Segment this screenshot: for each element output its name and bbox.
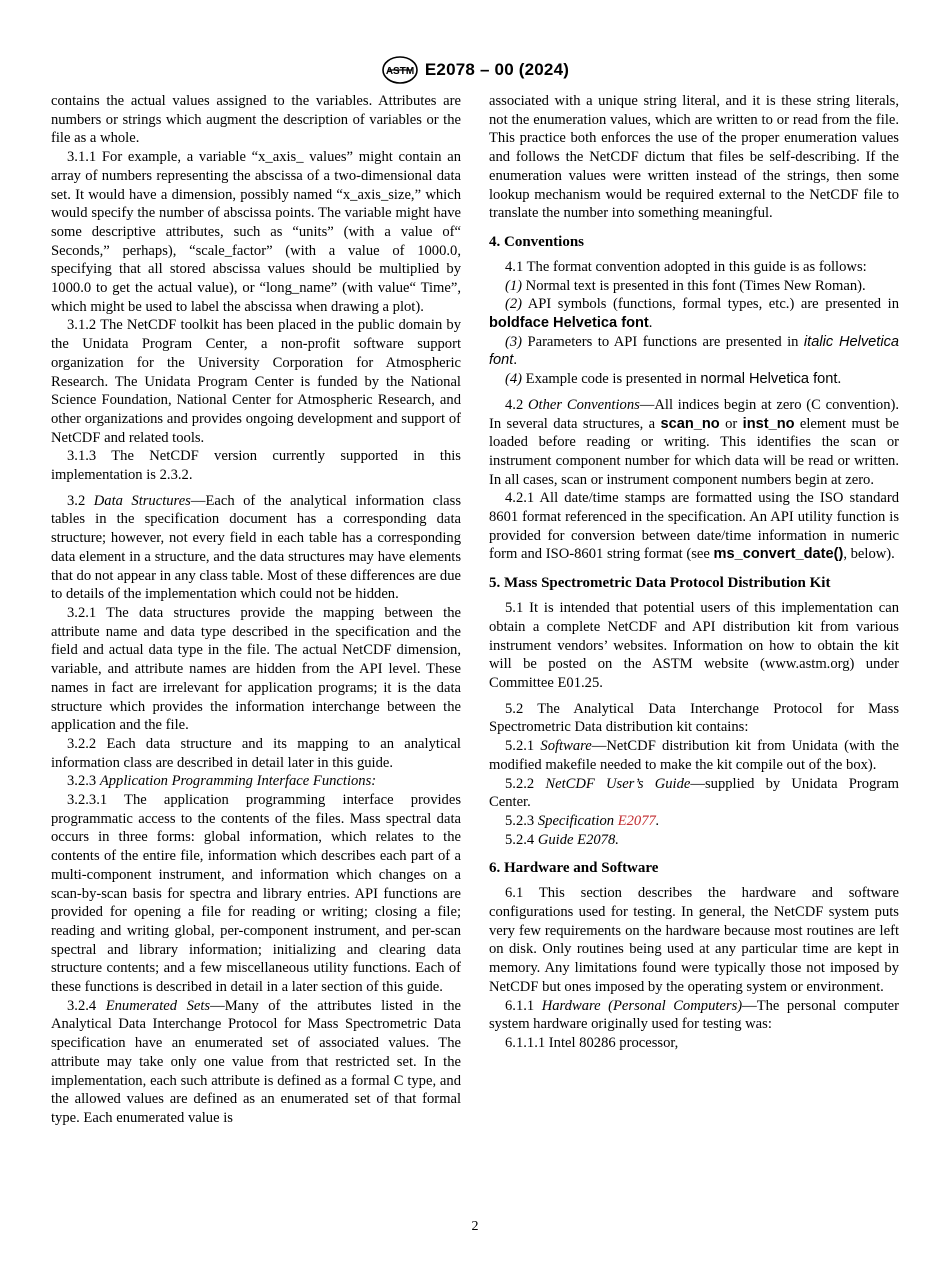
paragraph: 5.2.3 Specification E2077. (505, 812, 660, 829)
left-column (51, 92, 461, 1128)
term: Other Conventions (528, 396, 640, 413)
paragraph: 3.2.2 Each data structure and its mapping to an analytical information class are described in detail later in this guide. (51, 735, 461, 771)
right-column (489, 92, 899, 1053)
paragraph: 6.1.1.1 Intel 80286 processor, (505, 1034, 679, 1051)
paragraph: 5.1 It is intended that potential users of this implementation can obtain a complete NetCDF and API distribution kit from various instrument vendors’ websites. Information on how to obtain the kit will be posted on the ASTM website (www.astm.org) under Committee E01.25. (489, 600, 899, 691)
term: Enumerated Sets (105, 997, 211, 1014)
document-designation: E2078 – 00 (2024) (424, 60, 570, 79)
paragraph: 4.2 Other Conventions—All indices begin at zero (C convention). In several data structures, a scan_no or inst_no element must be loaded before reading or writing. This identifies the scan or instrument component number for which data will be read or written. In all cases, scan or instrument component numbers begin at zero. (489, 396, 899, 488)
paragraph: 5.2.4 Guide E2078. (505, 831, 619, 848)
convention-item: (3) Parameters to API functions are presented in italic Helvetica font. (489, 333, 899, 369)
term: Hardware (Personal Computers) (541, 997, 743, 1014)
paragraph: 3.1.2 The NetCDF toolkit has been placed in the public domain by the Unidata Program Center, a non-profit software support organization for the University Corporation for Atmospheric Research. The Unidata Program Center is funded by the National Science Foundation, National Center for Atmospheric Research, and other organizations and provides ongoing development and support of NetCDF and related tools. (51, 317, 461, 446)
paragraph: 3.2.3 Application Programming Interface Functions: (67, 773, 377, 790)
paragraph: 5.2 The Analytical Data Interchange Protocol for Mass Spectrometric Data distribution kit contains: (489, 700, 899, 736)
paragraph: contains the actual values assigned to the variables. Attributes are numbers or strings which augment the description of variables or the file as a whole. (51, 93, 461, 147)
paragraph: 3.1.3 The NetCDF version currently supported in this implementation is 2.3.2. (51, 448, 461, 484)
page-header (0, 55, 950, 85)
paragraph: 4.1 The format convention adopted in this guide is as follows: (505, 258, 867, 275)
paragraph: 3.2.1 The data structures provide the mapping between the attribute name and data type described in the specification and the field and actual data type in the file. The actual NetCDF dimension, variable, and attribute names are hidden from the API level. These names in fact are irrelevant for application programs; it is the data structure which provides the information interchange between the application and the file. (51, 604, 461, 734)
paragraph: 3.1.1 For example, a variable “x_axis_ values” might contain an array of numbers representing the abscissa of a two-dimensional data set. It would have a dimension, possibly named “x_axis_size,” which would specify the number of abscissa points. The variable might have some descriptive attributes, such as “units” (with a value of“ Seconds,” perhaps), “scale_factor” (with a value of 1000.0, specifying that all stored abscissa values should be multiplied by 1000.0 to get the actual value), or “long_name” (with value“ Time”, which might be used to label the abscissa when drawing a plot). (51, 149, 461, 315)
section-heading: 5. Mass Spectrometric Data Protocol Distribution Kit (489, 575, 831, 592)
paragraph: 6.1 This section describes the hardware and software configurations used for testing. In general, the NetCDF system puts very few requirements on the hardware because most routines are left on disk. Only routines being used at any particular time are kept in memory. Any limitations found were typically those not imposed by NetCDF but ones imposed by the operating system or environment. (489, 885, 899, 995)
convention-item: (1) Normal text is presented in this font (Times New Roman). (505, 277, 866, 294)
paragraph: 4.2.1 All date/time stamps are formatted using the ISO standard 8601 format referenced in the specification. An API utility function is provided for conversion between date/time information in numeric form and ISO-8601 string format (see ms_convert_date(), below). (489, 490, 899, 563)
term: Application Programming Interface Functions: (99, 773, 377, 790)
paragraph: 3.2 Data Structures—Each of the analytical information class tables in the specification document has a corresponding data structure; however, not every field in each table has a corresponding data element in a structure, and the data structures may have elements that do not appear in any class table. Most of these differences are due to details of the implementation which could not be hidden. (51, 492, 461, 603)
paragraph: 5.2.1 Software—NetCDF distribution kit from Unidata (with the modified makefile needed to make the kit compile out of the box). (489, 738, 899, 773)
section-heading: 4. Conventions (489, 233, 585, 250)
paragraph: 3.2.3.1 The application programming interface provides programmatic access to the contents of the files. Mass spectral data occurs in three forms: global information, which relates to the contents of the entire file, information which describes each part of a multi-component instrument, and information which changes on a scan-by-scan basis for spectra and library entries. API functions are provided for opening a file for reading or writing; closing a file; reading and writing global, per-component instrument, and per-scan spectral and library information; initializing and clearing data structure contents; and a few miscellaneous utility functions. Each of these functions is described in detail in a later section of this guide. (51, 792, 461, 996)
paragraph: associated with a unique string literal, and it is these string literals, not the enumeration values, which are written to or read from the file. This practice both enforces the use of the proper enumeration values and follows the NetCDF dictum that files be self-describing. If the enumeration values were written instead of the strings, then some lookup mechanism would be required external to the NetCDF file to translate the number into something meaningful. (489, 93, 899, 222)
paragraph: 5.2.2 NetCDF User’s Guide—supplied by Unidata Program Center. (489, 775, 899, 811)
astm-logo-text: ASTM (385, 66, 415, 77)
standard-reference-link[interactable]: E2077 (617, 812, 656, 829)
term: Specification (537, 812, 618, 829)
term: Guide E2078. (537, 831, 619, 848)
term: Data Structures (93, 492, 191, 509)
paragraph: 3.2.4 Enumerated Sets—Many of the attributes listed in the Analytical Data Interchange Protocol for Mass Spectrometric Data specification have an enumerated set of associated values. The attribute may take only one value from that restricted set. In the implementation, each such attribute is defined as a formal C type, and the allowed values are defined as an enumerated set of that formal type. Each enumerated value is (51, 997, 461, 1126)
term: NetCDF User’s Guide (545, 775, 691, 792)
paragraph: 6.1.1 Hardware (Personal Computers)—The personal computer system hardware originally used for testing was: (489, 997, 899, 1033)
page-number: 2 (471, 1219, 479, 1234)
astm-logo-icon (381, 55, 419, 85)
convention-item: (4) Example code is presented in normal Helvetica font. (505, 371, 842, 388)
convention-item: (2) API symbols (functions, formal types, etc.) are presented in boldface Helvetica font. (489, 296, 899, 332)
section-heading: 6. Hardware and Software (489, 860, 659, 877)
term: Software (540, 738, 592, 755)
